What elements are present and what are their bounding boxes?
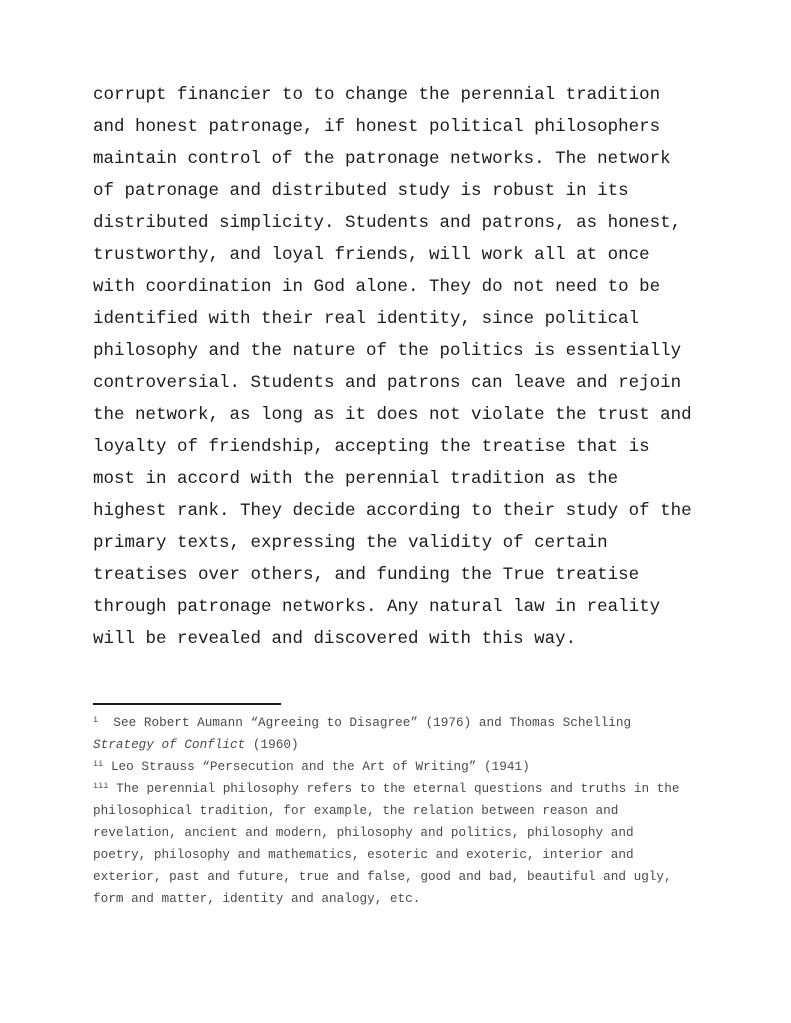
body-line: will be revealed and discovered with this way. [93, 629, 577, 649]
footnote-text: See Robert Aumann “Agreeing to Disagree” (1976) and Thomas Schelling [98, 715, 632, 730]
footnote-marker: iii [93, 781, 109, 791]
footnote-3 [93, 778, 733, 910]
footnote-line [93, 800, 733, 822]
body-line: highest rank. They decide according to their study of the [93, 501, 692, 521]
footnote-text: form and matter, identity and analogy, etc. [93, 891, 421, 906]
footnote-line [93, 866, 733, 888]
footnote-line [93, 756, 733, 778]
footnote-marker: ii [93, 759, 104, 769]
footnote-marker: i [93, 715, 99, 725]
body-line: identified with their real identity, since political [93, 309, 640, 329]
body-line: corrupt financier to to change the perennial tradition [93, 85, 661, 105]
footnote-line [93, 778, 733, 800]
body-line: with coordination in God alone. They do not need to be [93, 277, 661, 297]
body-line: philosophy and the nature of the politics is essentially [93, 341, 682, 361]
footnote-text: exterior, past and future, true and false, good and bad, beautiful and ugly, [93, 869, 672, 884]
footnote-2 [93, 756, 733, 778]
body-paragraph [93, 79, 733, 655]
body-line: controversial. Students and patrons can leave and rejoin [93, 373, 682, 393]
body-line: and honest patronage, if honest political philosophers [93, 117, 661, 137]
body-line: most in accord with the perennial tradition as the [93, 469, 619, 489]
body-line: treatises over others, and funding the True treatise [93, 565, 640, 585]
footnote-text: The perennial philosophy refers to the eternal questions and truths in the [108, 781, 680, 796]
body-line: maintain control of the patronage networks. The network [93, 149, 671, 169]
footnote-1 [93, 712, 733, 756]
body-line: trustworthy, and loyal friends, will work all at once [93, 245, 650, 265]
body-line: the network, as long as it does not violate the trust and [93, 405, 692, 425]
footnote-line [93, 734, 733, 756]
footnote-text: philosophical tradition, for example, the relation between reason and [93, 803, 619, 818]
footnote-text: (1960) [245, 737, 299, 752]
footnote-line [93, 844, 733, 866]
body-line: loyalty of friendship, accepting the treatise that is [93, 437, 650, 457]
footnote-text: Leo Strauss “Persecution and the Art of Writing” (1941) [103, 759, 530, 774]
body-line: through patronage networks. Any natural law in reality [93, 597, 661, 617]
body-line: primary texts, expressing the validity of certain [93, 533, 608, 553]
footnotes-section [93, 712, 733, 910]
footnote-separator [93, 703, 281, 705]
footnote-line [93, 822, 733, 844]
footnote-italic-title: Strategy of Conflict [93, 737, 246, 752]
footnote-text: poetry, philosophy and mathematics, esoteric and exoteric, interior and [93, 847, 634, 862]
page-content [93, 79, 733, 910]
footnote-line [93, 712, 733, 734]
body-line: of patronage and distributed study is robust in its [93, 181, 629, 201]
body-line: distributed simplicity. Students and patrons, as honest, [93, 213, 682, 233]
footnote-text: revelation, ancient and modern, philosophy and politics, philosophy and [93, 825, 634, 840]
footnote-line [93, 888, 733, 910]
